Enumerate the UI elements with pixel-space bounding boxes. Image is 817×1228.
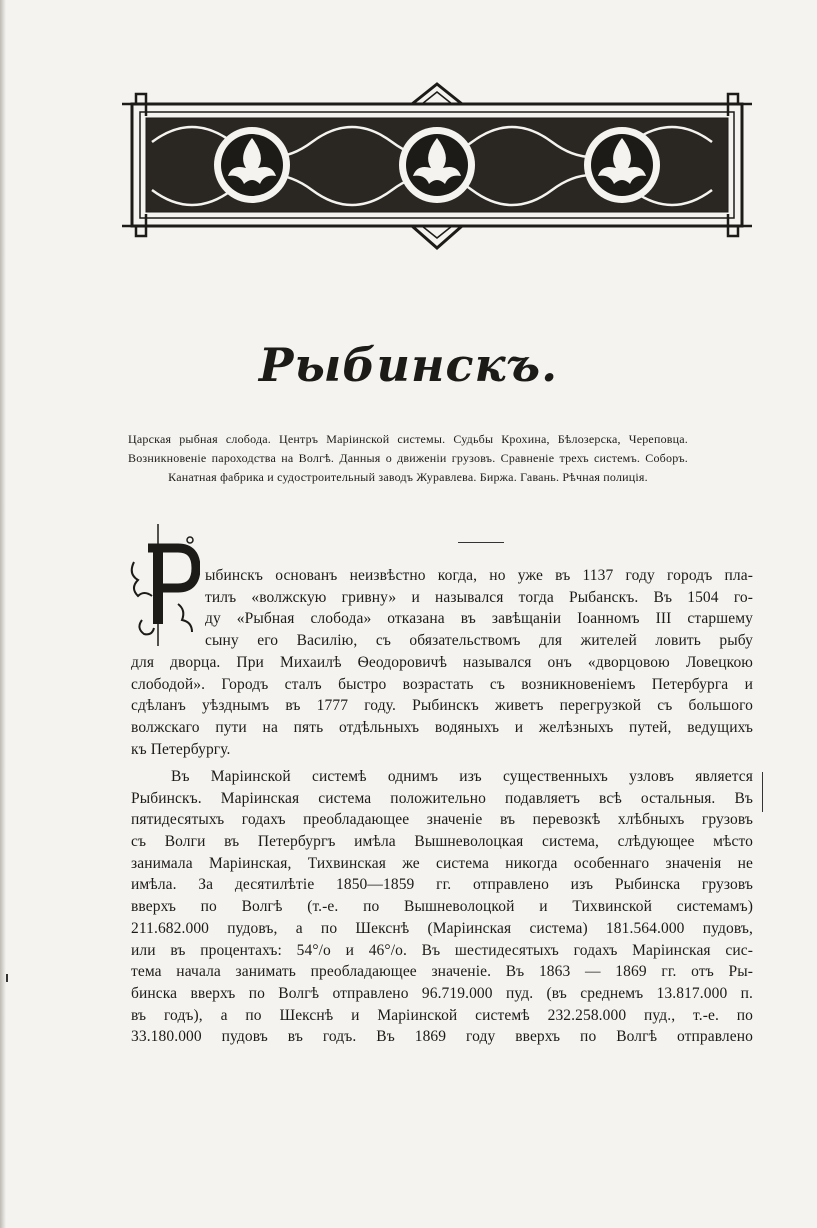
text-line: имѣла. За десятилѣтіе 1850—1859 гг. отправлено изъ Рыбинска грузовъ: [131, 876, 753, 894]
text-line: бинска вверхъ по Волгѣ отправлено 96.719.000 пуд. (въ среднемъ 13.817.000 п.: [131, 984, 753, 1002]
text-line: тема начала занимать преобладающее значеніе. Въ 1863 — 1869 гг. отъ Ры-: [131, 963, 753, 981]
text-line: вверхъ по Волгѣ (т.-е. по Вышневолоцкой и Тихвинской системамъ): [131, 898, 753, 916]
page-gutter-shadow: [0, 0, 6, 1228]
text-line: съ Волги въ Петербургъ имѣла Вышневолоцкая система, слѣдующее мѣсто: [131, 833, 753, 851]
text-line: сыну его Василію, съ обязательствомъ для жителей ловить рыбу: [205, 632, 753, 650]
text-line: для дворца. При Михаилѣ Ѳеодоровичѣ назывался онъ «дворцовою Ловецкою: [131, 654, 753, 671]
text-line: тилъ «волжскую гривну» и назывался тогда Рыбанскъ. Въ 1504 го-: [205, 588, 753, 606]
text-line: въ годъ), а по Шекснѣ и Маріинской системѣ 232.258.000 пуд., т.-е. по: [131, 1006, 753, 1024]
chapter-summary: Царская рыбная слобода. Центръ Маріинской системы. Судьбы Крохина, Бѣлозерска, Череповца. Возникновеніе пароходства на Волгѣ. Данныя о движеніи грузовъ. Сравненіе трехъ системъ. Соборъ. Канатная фабрика и судостроительный заводъ Журавлева. Биржа. Гавань. Рѣчная полиція.: [128, 432, 688, 484]
text-line: слободой». Городъ сталъ быстро возрастать съ возникновеніемъ Петербурга и: [131, 675, 753, 693]
text-line: Въ Маріинской системѣ однимъ изъ существенныхъ узловъ является: [171, 768, 753, 785]
text-line: ду «Рыбная слобода» отказана въ завѣщаніи Іоанномъ III старшему: [205, 610, 753, 628]
chapter-title: Рыбинскъ.: [258, 338, 559, 392]
text-line: занимала Маріинская, Тихвинская же система никогда особеннаго значенія не: [131, 854, 753, 872]
paragraph-1: [131, 652, 753, 760]
separator-rule: [458, 542, 504, 543]
text-line: или въ процентахъ: 54°/о и 46°/о. Въ шестидесятыхъ годахъ Маріинская сис-: [131, 941, 753, 959]
text-line: волжскаго пути на пять отдѣльныхъ водяныхъ и желѣзныхъ путей, ведущихъ: [131, 719, 753, 737]
text-line: 33.180.000 пудовъ въ годъ. Въ 1869 году вверхъ по Волгѣ отправлено: [131, 1028, 753, 1046]
text-line: Рыбинскъ. Маріинская система положительно подавляетъ всѣ остальныя. Въ: [131, 789, 753, 807]
text-line: пятидесятыхъ годахъ преобладающее значеніе въ перевозкѣ хлѣбныхъ грузовъ: [131, 811, 753, 829]
text-line: сдѣланъ уѣзднымъ въ 1777 году. Рыбинскъ живетъ перегрузкой съ большого: [131, 697, 753, 715]
text-line: ыбинскъ основанъ неизвѣстно когда, но уже въ 1137 году городъ пла-: [205, 567, 753, 584]
margin-mark: [6, 974, 8, 982]
margin-mark: [762, 772, 763, 812]
text-line: къ Петербургу.: [131, 740, 231, 758]
text-line: 211.682.000 пудовъ, а по Шекснѣ (Маріинская система) 181.564.000 пудовъ,: [131, 919, 753, 937]
paragraph-2: [131, 766, 753, 1048]
drop-cap-lines: [131, 565, 753, 652]
ornamental-headpiece-icon: [122, 82, 752, 254]
